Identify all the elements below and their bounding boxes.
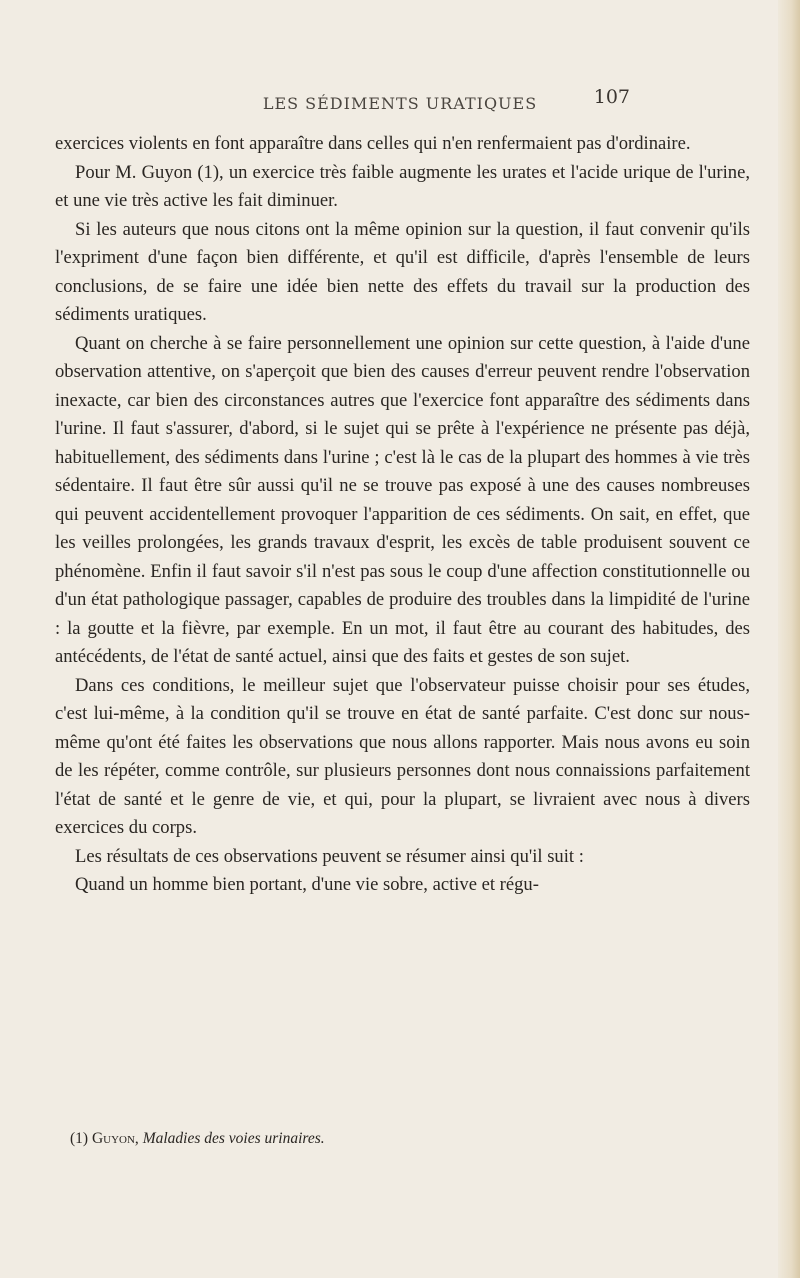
body-text	[55, 130, 750, 900]
footnote	[70, 1130, 750, 1148]
paragraph-3: Si les auteurs que nous citons ont la même opinion sur la question, il faut convenir qu'ils l'expriment d'une façon bien différente, et qu'il est difficile, d'après l'ensemble de leurs conclusions, de se faire une idée bien nette des effets du travail sur la production des sédiments uratiques.	[55, 218, 750, 325]
page-edge	[778, 0, 800, 1278]
paragraph-4: Quant on cherche à se faire personnellement une opinion sur cette question, à l'aide d'une observation attentive, on s'aperçoit que bien des causes d'erreur peuvent rendre l'observation inexacte, car bien des circonstances autres que l'exercice font apparaître des sédiments dans l'urine. Il faut s'assurer, d'abord, si le sujet qui se prête à l'expérience ne présente pas déjà, habituellement, des sédiments dans l'urine ; c'est là le cas de la plupart des hommes à vie très sédentaire. Il faut être sûr aussi qu'il ne se trouve pas exposé à une des causes nombreuses qui peuvent accidentellement provoquer l'apparition de ces sédiments. On sait, en effet, que les veilles prolongées, les grands travaux d'esprit, les excès de table produisent souvent ce phénomène. Enfin il faut savoir s'il n'est pas sous le coup d'une affection constitutionnelle ou d'un état pathologique passager, capables de produire des troubles dans la limpidité de l'urine : la goutte et la fièvre, par exemple. En un mot, il faut être au courant des habitudes, des antécédents, de l'état de santé actuel, ainsi que des faits et gestes de son sujet.	[55, 332, 750, 667]
paragraph-6: Les résultats de ces observations peuvent se résumer ainsi qu'il suit :	[75, 845, 584, 867]
paragraph-7: Quand un homme bien portant, d'une vie sobre, active et régu-	[75, 874, 539, 895]
paragraph-1: exercices violents en font apparaître dans celles qui n'en renfermaient pas d'ordinaire.	[55, 133, 691, 154]
footnote-title: Maladies des voies urinaires.	[142, 1130, 325, 1147]
footnote-marker: (1)	[70, 1130, 89, 1147]
page-number: 107	[593, 86, 630, 108]
paragraph-2: Pour M. Guyon (1), un exercice très faible augmente les urates et l'acide urique de l'urine, et une vie très active les fait diminuer.	[55, 161, 750, 211]
footnote-author: Guyon,	[91, 1130, 139, 1147]
paragraph-5: Dans ces conditions, le meilleur sujet que l'observateur puisse choisir pour ses études, c'est lui-même, à la condition qu'il se trouve en état de santé parfaite. C'est donc sur nous-même qu'ont été faites les observations que nous allons rapporter. Mais nous avons eu soin de les répéter, comme contrôle, sur plusieurs personnes dont nous connaissions parfaitement l'état de santé et le genre de vie, et qui, pour la plupart, se livraient avec nous à divers exercices du corps.	[55, 674, 750, 838]
running-head: LES SÉDIMENTS URATIQUES	[262, 94, 538, 113]
page-header	[240, 86, 630, 120]
